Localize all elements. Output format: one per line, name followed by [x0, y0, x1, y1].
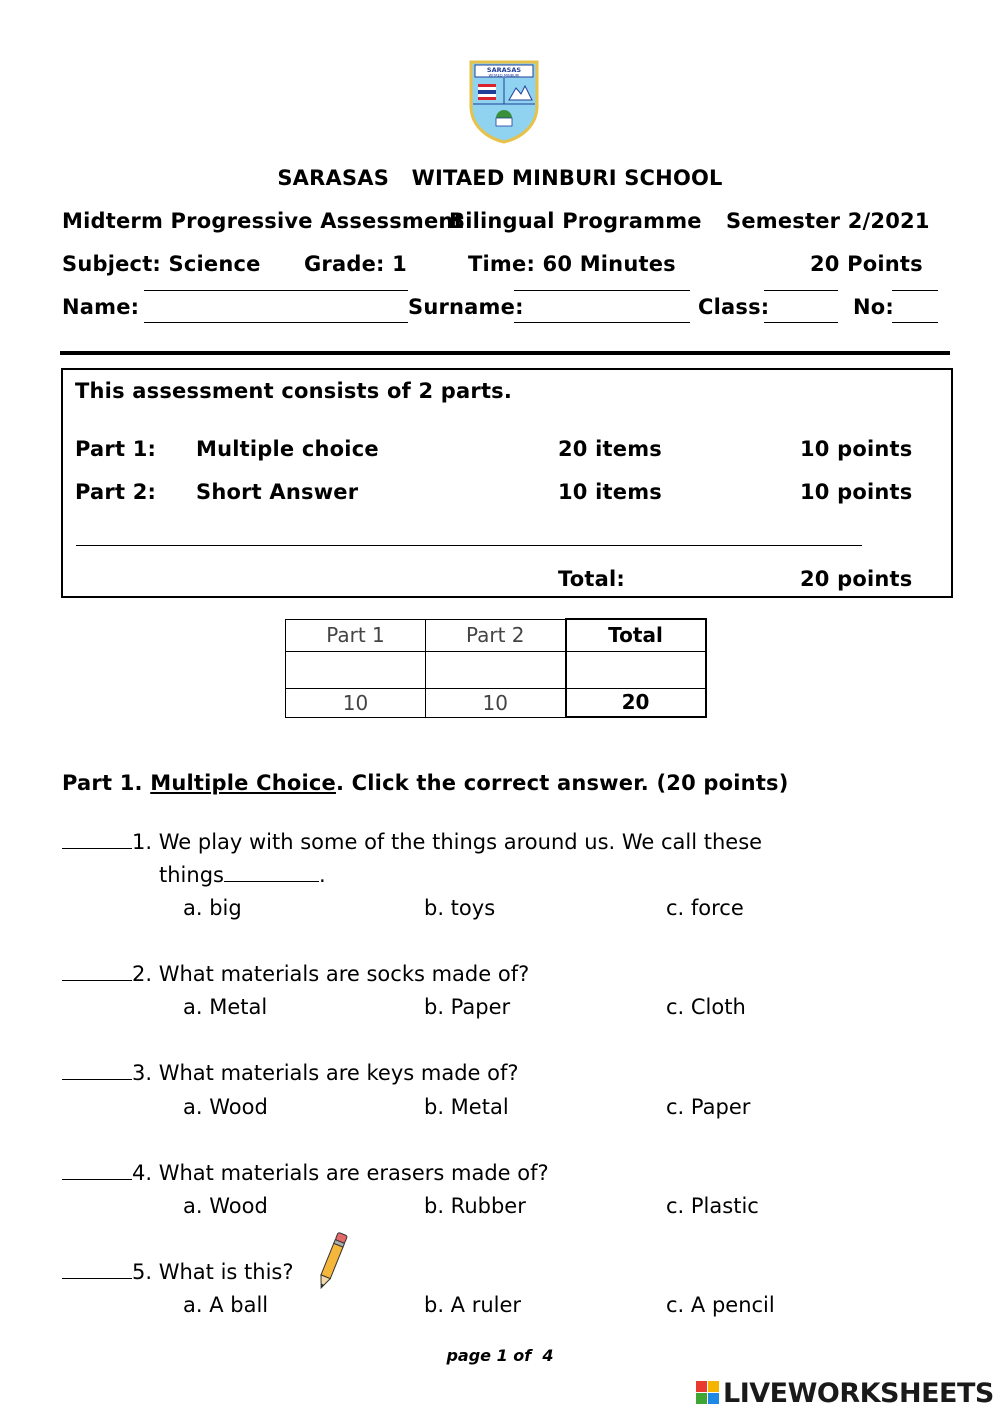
part1-heading-instruction: . Click the correct answer. (20 points) [335, 771, 789, 795]
class-field[interactable] [764, 290, 838, 323]
question-3-option-b[interactable]: b. Metal [424, 1095, 509, 1119]
question-2-option-b[interactable]: b. Paper [424, 995, 511, 1019]
question-5-text: What is this? [158, 1260, 294, 1284]
question-1-line2 [159, 863, 326, 887]
answer-blank-1[interactable] [62, 848, 132, 849]
total-label: Total: [558, 567, 625, 591]
score-header-part2: Part 2 [426, 619, 566, 651]
answer-blank-4[interactable] [62, 1179, 132, 1180]
question-1-text2: things [159, 863, 224, 887]
question-5-number: 5. [132, 1260, 153, 1284]
surname-field[interactable] [514, 290, 690, 323]
no-label: No: [853, 295, 895, 319]
question-5-option-a[interactable]: a. A ball [183, 1293, 269, 1317]
crest-text: SARASAS [486, 66, 522, 74]
score-max-part2: 10 [426, 688, 566, 717]
part1-points: 10 points [800, 437, 913, 461]
question-1-option-c[interactable]: c. force [666, 896, 744, 920]
total-points: 20 points [800, 567, 913, 591]
programme-label: Bilingual Programme [449, 209, 702, 233]
part2-items: 10 items [558, 480, 662, 504]
question-3 [62, 1061, 519, 1085]
question-5 [62, 1260, 294, 1284]
no-field[interactable] [892, 290, 938, 323]
pencil-icon [312, 1228, 352, 1294]
score-header-part1: Part 1 [286, 619, 426, 651]
liveworksheets-text: LIVEWORKSHEETS [723, 1378, 994, 1409]
part1-items: 20 items [558, 437, 662, 461]
name-label: Name: [62, 295, 140, 319]
semester-label: Semester 2/2021 [726, 209, 930, 233]
part1-label: Part 1: [75, 437, 157, 461]
page-number: page 1 of 4 [446, 1346, 554, 1365]
school-name: SARASAS WITAED MINBURI SCHOOL [277, 166, 723, 190]
header-divider [60, 351, 950, 355]
question-1-option-b[interactable]: b. toys [424, 896, 496, 920]
score-table [285, 618, 707, 718]
answer-blank-3[interactable] [62, 1079, 132, 1080]
info-divider [76, 545, 862, 546]
liveworksheets-watermark [696, 1378, 994, 1409]
answer-blank-5[interactable] [62, 1278, 132, 1279]
assessment-title: Midterm Progressive Assessment [62, 209, 464, 233]
question-4-number: 4. [132, 1161, 153, 1185]
question-1-text2-end: . [318, 863, 326, 887]
question-4-option-b[interactable]: b. Rubber [424, 1194, 526, 1218]
question-4 [62, 1161, 549, 1185]
score-cell-part1[interactable] [286, 651, 426, 688]
question-1-option-a[interactable]: a. big [183, 896, 242, 920]
question-3-text: What materials are keys made of? [158, 1061, 519, 1085]
answer-blank-2[interactable] [62, 980, 132, 981]
score-cell-part2[interactable] [426, 651, 566, 688]
grade-label: Grade: 1 [304, 252, 407, 276]
subject-label: Subject: Science [62, 252, 261, 276]
question-4-text: What materials are erasers made of? [158, 1161, 549, 1185]
question-3-option-c[interactable]: c. Paper [666, 1095, 751, 1119]
question-5-option-b[interactable]: b. A ruler [424, 1293, 522, 1317]
question-1-number: 1. [132, 830, 153, 854]
question-4-option-a[interactable]: a. Wood [183, 1194, 268, 1218]
liveworksheets-logo-icon [696, 1381, 720, 1405]
info-intro: This assessment consists of 2 parts. [75, 379, 513, 403]
time-label: Time: 60 Minutes [468, 252, 676, 276]
question-2-number: 2. [132, 962, 153, 986]
part1-heading [62, 771, 789, 795]
score-header-total: Total [566, 619, 706, 651]
part1-heading-prefix: Part 1. [62, 771, 151, 795]
score-max-total: 20 [566, 688, 706, 717]
question-1-inline-blank [224, 881, 319, 882]
question-1 [62, 830, 762, 854]
part2-name: Short Answer [196, 480, 359, 504]
question-3-option-a[interactable]: a. Wood [183, 1095, 268, 1119]
part1-heading-title: Multiple Choice [150, 771, 336, 795]
question-3-number: 3. [132, 1061, 153, 1085]
part1-name: Multiple choice [196, 437, 379, 461]
crest-subtext: WITAED MINBURI [488, 73, 520, 78]
score-max-part1: 10 [286, 688, 426, 717]
question-2 [62, 962, 529, 986]
school-crest-logo [469, 60, 539, 144]
question-1-text: We play with some of the things around us. We call these [158, 830, 763, 854]
class-label: Class: [698, 295, 770, 319]
score-cell-total[interactable] [566, 651, 706, 688]
question-2-text: What materials are socks made of? [158, 962, 530, 986]
question-5-option-c[interactable]: c. A pencil [666, 1293, 775, 1317]
surname-label: Surname: [408, 295, 524, 319]
question-4-option-c[interactable]: c. Plastic [666, 1194, 759, 1218]
part2-points: 10 points [800, 480, 913, 504]
question-2-option-a[interactable]: a. Metal [183, 995, 268, 1019]
question-2-option-c[interactable]: c. Cloth [666, 995, 746, 1019]
name-field[interactable] [144, 290, 408, 323]
part2-label: Part 2: [75, 480, 157, 504]
points-label: 20 Points [810, 252, 923, 276]
